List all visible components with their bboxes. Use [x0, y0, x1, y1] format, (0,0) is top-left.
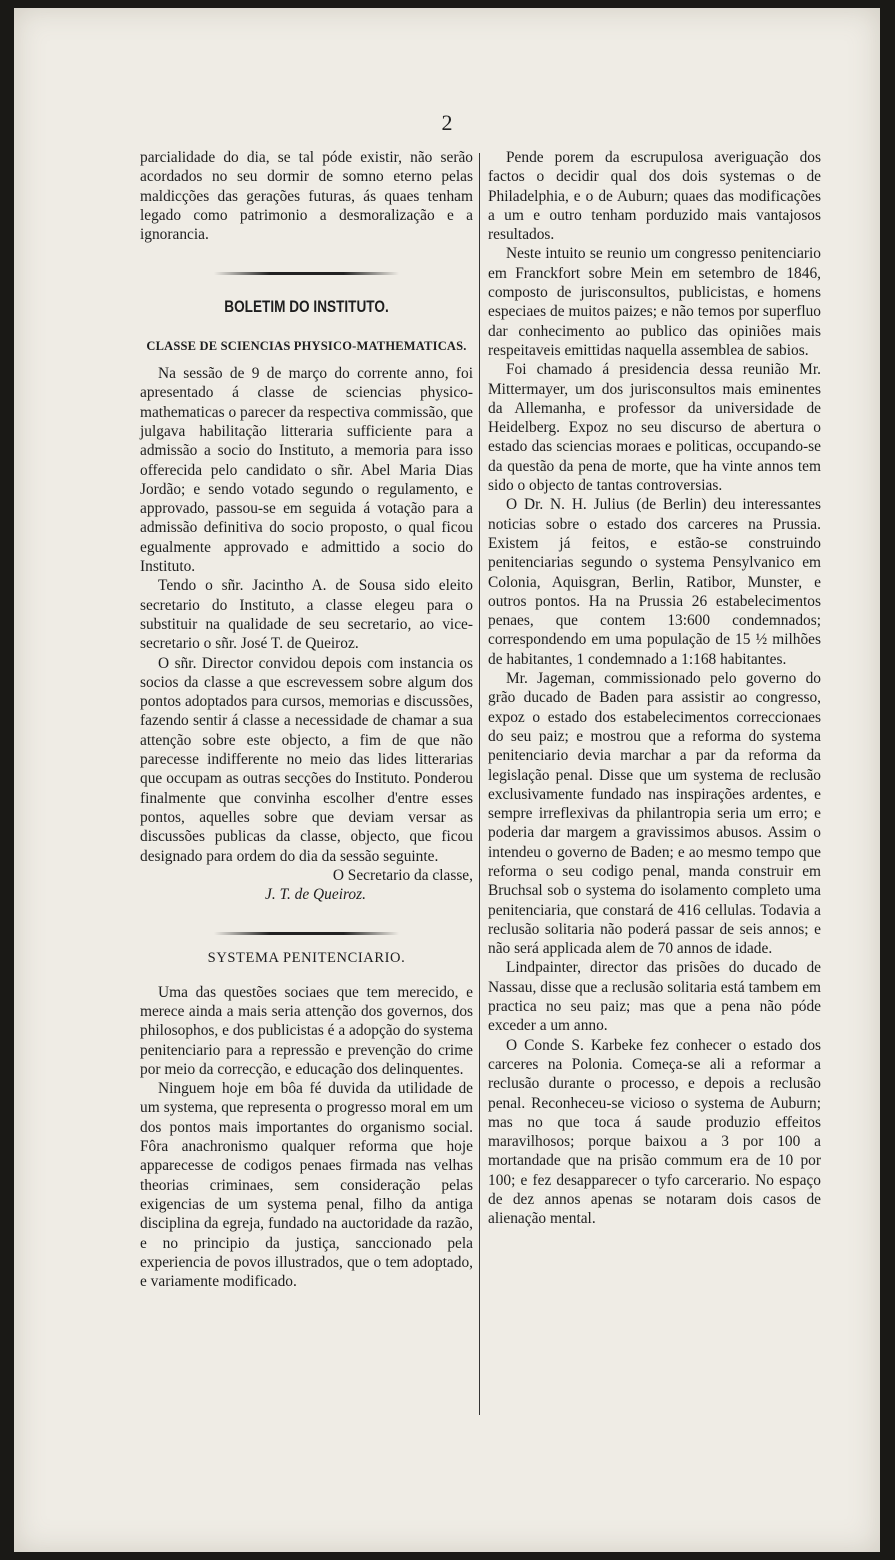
- article-paragraph: Lindpainter, director das prisões do ducado de Nassau, disse que a reclusão solitaria está tambem em practica no seu paiz; mas que a pena não póde exceder a um anno.: [488, 959, 821, 1035]
- boletim-paragraph: O sñr. Director convidou depois com instancia os socios da classe a que escrevessem sobre algum dos pontos adoptados para cursos, memorias e discussões, fazendo sentir á classe a necessidade de chamar a sua attenção sobre este objecto, a fim de que não parecesse indifferente no meio das lides litterarias que occupam as outras secções do Instituto. Ponderou finalmente que convinha escolher d'entre esses pontos, aquelles sobre que deviam versar as discussões publicas da classe, objecto, que ficou designado para ordem do dia da sessão seguinte.: [140, 654, 473, 865]
- page-number: 2: [441, 110, 453, 135]
- systema-heading: SYSTEMA PENITENCIARIO.: [207, 950, 406, 967]
- article-paragraph: Pende porem da escrupulosa averiguação dos factos o decidir qual dos dois systemas o de Philadelphia, e o de Auburn; quaes das modificações a um e outro tenham porduzido mais vantajosos resultados.: [488, 149, 821, 244]
- newspaper-page: [14, 8, 880, 1552]
- column-rule: [479, 153, 480, 1415]
- boletim-paragraph: Na sessão de 9 de março do corrente anno, foi apresentado á classe de sciencias physico-mathematicas o parecer da respectiva commissão, que julgava habilitação litteraria sufficiente para a admissão a socio do Instituto, a memoria para isso offerecida pelo candidato o sñr. Abel Maria Dias Jordão; e sendo votado segundo o regulamento, e approvado, passou-se em seguida á votação para a admissão definitiva do socio proposto, o qual ficou egualmente approvado e admittido a socio do Instituto.: [140, 365, 473, 576]
- right-column: [488, 148, 821, 1229]
- classe-heading: CLASSE DE SCIENCIAS PHYSICO-MATHEMATICAS.: [146, 338, 467, 353]
- article-paragraph: Mr. Jageman, commissionado pelo governo do grão ducado de Baden para assistir ao congresso, expoz o estado dos estabelecimentos correccionaes do seu paiz; e mostrou que a reforma do systema penitenciario devia marchar a par da reforma da legislação penal. Disse que um systema de reclusão exclusivamente fundado nas inspirações ardentes, e sempre irreflexivas da philantropia seria um erro; e poderia dar margem a gravissimos abusos. Assim o intendeu o governo de Baden; e ao mesmo tempo que reforma o seu codigo penal, manda construir em Bruchsal sob o systema do isolamento completo uma penitenciaria, que constará de 416 cellulas. Todavia a reclusão solitaria não poderá passar de seis annos; e não será applicada alem de 70 annos de idade.: [488, 670, 821, 958]
- signature-title: O Secretario da classe,: [332, 866, 473, 884]
- left-column: [140, 148, 473, 1291]
- section-divider: [214, 932, 399, 935]
- boletim-paragraph: Tendo o sñr. Jacintho A. de Sousa sido eleito secretario do Instituto, a classe elegeu para o substituir na qualidade de seu secretario, ao vice-secretario o sñr. José T. de Queiroz.: [140, 577, 473, 653]
- article-paragraph: Foi chamado á presidencia dessa reunião Mr. Mittermayer, um dos jurisconsultos mais eminentes da Allemanha, e professor da universidade de Heidelberg. Expoz no seu discurso de abertura o estado das sciencias moraes e politicas, occupando-se da questão da pena de morte, que ha vinte annos tem sido o objecto de tantas controversias.: [488, 361, 821, 495]
- signature-name: J. T. de Queiroz.: [265, 886, 366, 904]
- systema-paragraph: Uma das questões sociaes que tem merecido, e merece ainda a mais seria attenção dos governos, dos philosophos, e dos publicistas é a adopção do systema penitenciario para a repressão e prevenção do crime por meio da correcção, e educação dos delinquentes.: [140, 983, 473, 1078]
- section-divider: [214, 272, 399, 275]
- intro-paragraph: parcialidade do dia, se tal póde existir, não serão acordados no seu dormir de somno eterno pelas maldicções das gerações futuras, ás quaes tenham legado como patrimonio a desmoralização e a ignorancia.: [140, 149, 473, 244]
- article-paragraph: O Conde S. Karbeke fez conhecer o estado dos carceres na Polonia. Começa-se ali a reformar a reclusão durante o processo, e depois a reclusão penal. Reconheceu-se vicioso o systema de Auburn; mas no que toca á saude produzio effeitos maravilhosos; porque baixou a 3 por 100 a mortandade que na prisão commum era de 10 por 100; e fez desapparecer o tyfo carcerario. No espaço de dez annos apenas se notaram dois casos de alienação mental.: [488, 1036, 821, 1228]
- article-paragraph: Neste intuito se reunio um congresso penitenciario em Franckfort sobre Mein em setembro de 1846, composto de jurisconsultos, publicistas, e homens especiaes de muitos paizes; e não temos por superfluo dar conhecimento ao publico das opiniões mais respeitaveis emittidas naquella assemblea de sabios.: [488, 245, 821, 359]
- article-paragraph: O Dr. N. H. Julius (de Berlin) deu interessantes noticias sobre o estado dos carceres na Prussia. Existem já feitos, e estão-se construindo penitenciarias segundo o systema Pensylvanico em Colonia, Aquisgran, Berlin, Ratibor, Munster, e outros pontos. Ha na Prussia 26 estabelecimentos penaes, que contem 13:600 condemnados; correspondendo em uma população de 15 ½ milhões de habitantes, 1 condemnado a 1:168 habitantes.: [488, 496, 821, 668]
- systema-paragraph: Ninguem hoje em bôa fé duvida da utilidade de um systema, que representa o progresso moral em um dos pontos mais importantes do organismo social. Fôra anachronismo qualquer reforma que hoje apparecesse de codigos penaes firmada nas velhas theorias criminaes, sem consideração pelas exigencias de um systema penal, filho da antiga disciplina da egreja, fundado na auctoridade da razão, e no principio da justiça, sanccionado pela experiencia de povos illustrados, que o tem adoptado, e variamente modificado.: [140, 1080, 473, 1291]
- boletim-heading: BOLETIM DO INSTITUTO.: [224, 297, 389, 317]
